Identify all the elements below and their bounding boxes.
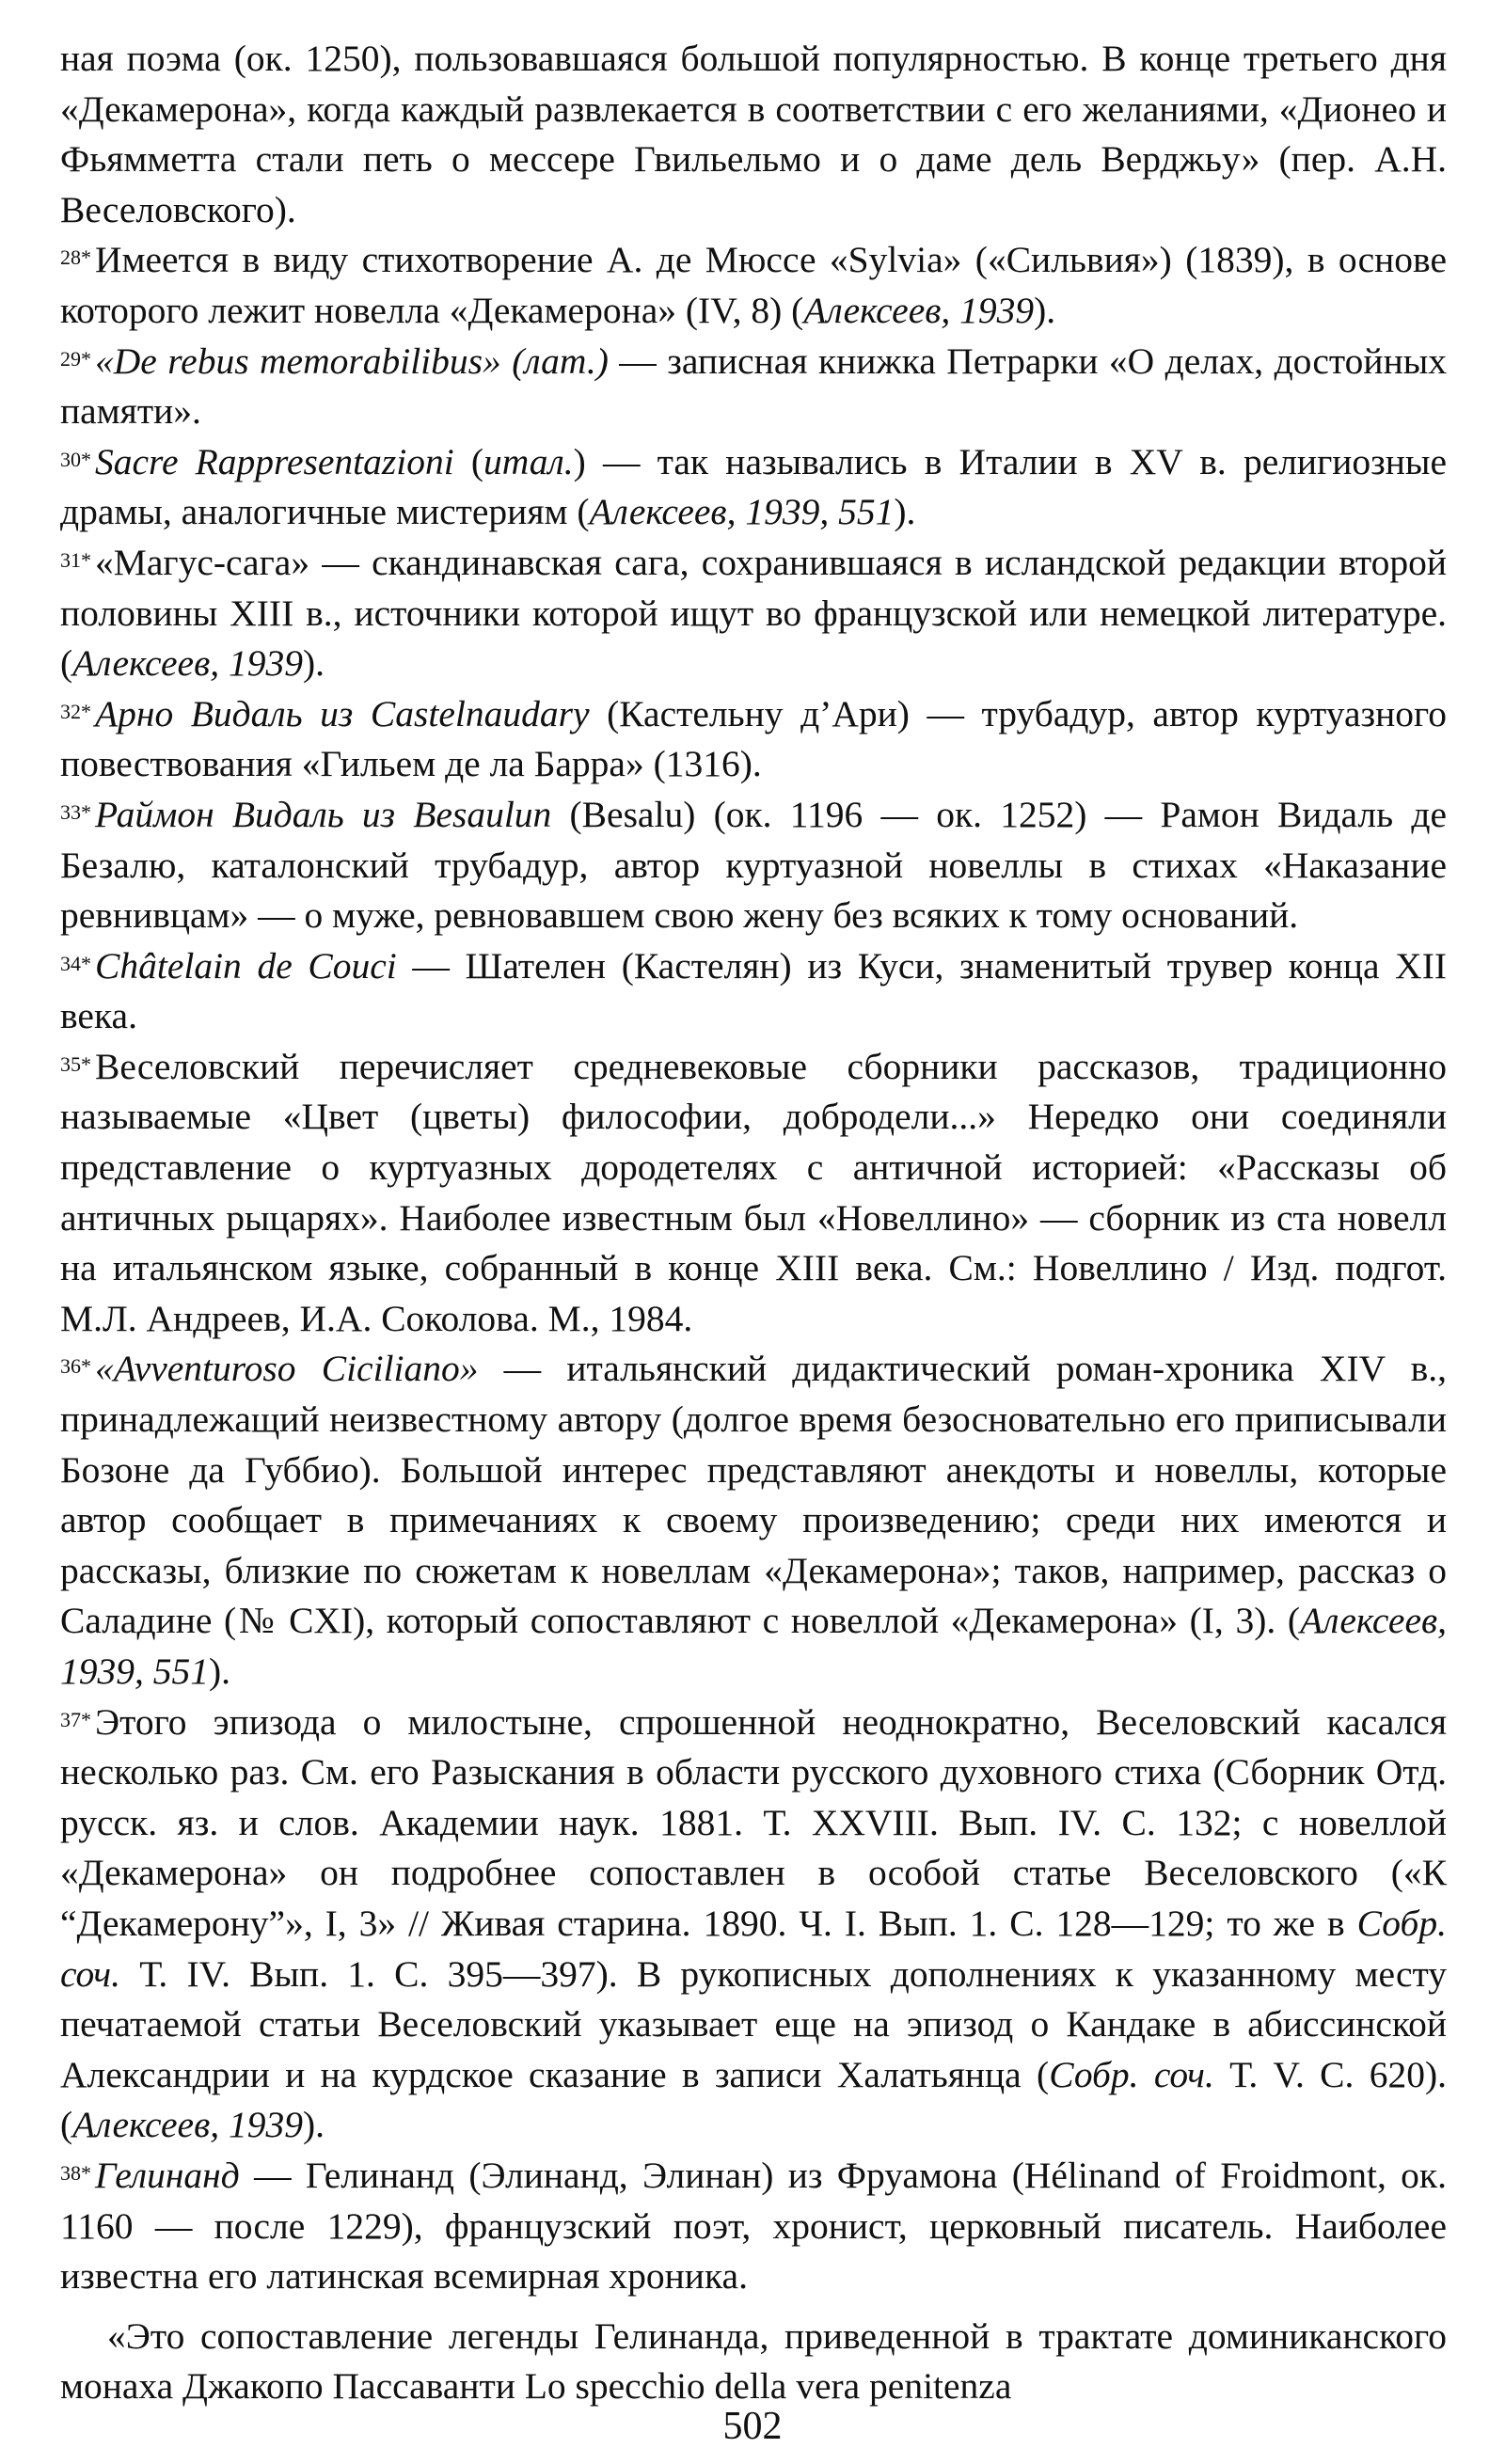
footnote-n34 [60, 941, 1447, 1042]
italic-text: Алексеев, 1939, 551 [60, 1600, 1447, 1692]
italic-text: Алексеев, 1939 [72, 642, 303, 685]
note-text: ная поэма (ок. 1250), пользовавшаяся большой популярностью. В конце третьего дня «Декамерона», когда каждый развлекается в соответствии с его желаниями, «Дионео и Фьямметта стали петь о мессере Гвильельмо и о даме дель Верджьу» (пер. А.Н. Веселовского). [60, 38, 1447, 230]
note-text: ). [302, 2104, 325, 2146]
italic-text: Châtelain de Couci [95, 944, 397, 987]
footnote-marker: 32* [60, 699, 91, 723]
note-text: ( [453, 440, 484, 482]
footnote-marker: 36* [60, 1354, 91, 1379]
footnote-marker: 31* [60, 547, 91, 572]
footnote-n31 [60, 538, 1447, 689]
italic-text: Гелинанд [95, 2154, 240, 2196]
footnote-para [60, 2312, 1447, 2412]
italic-text: «Avventuroso Ciciliano» [95, 1348, 479, 1390]
footnote-n33 [60, 790, 1447, 941]
footnote-marker: 30* [60, 447, 91, 471]
note-text: ). [894, 491, 916, 533]
note-text: Этого эпизода о милостыне, спрошенной неоднократно, Веселовский касался несколько раз. См. его Разыскания в области русского духовного стиха (Сборник Отд. русск. яз. и слов. Академии наук. 1881. Т. XXVIII. Вып. IV. С. 132; с новеллой «Декамерона» он подробнее сопоставлен в особой статье Веселовского («К “Декамерону”», I, 3» // Живая старина. 1890. Ч. I. Вып. 1. С. 128—129; то же в [60, 1700, 1447, 1944]
note-text: Веселовский перечисляет средневековые сборники рассказов, традиционно называемые «Цвет (цветы) философии, добродели...» Нередко они соединяли представление о куртуазных дородетелях с античной историей: «Рассказы об античных рыцарях». Наиболее известным был «Новеллино» — сборник из ста новелл на итальянском языке, собранный в конце XIII века. См.: Новеллино / Изд. подгот. М.Л. Андреев, И.А. Соколова. М., 1984. [60, 1045, 1447, 1339]
note-text: Т. V. С. 620). ( [60, 2053, 1447, 2146]
footnote-marker: 29* [60, 346, 91, 371]
footnote-marker: 35* [60, 1051, 91, 1076]
footnote-n28 [60, 235, 1447, 336]
note-text: «Это сопоставление легенды Гелинанда, приведенной в трактате доминиканского монаха Джакопо Пассаванти Lo specchio della vera penitenza [60, 2314, 1447, 2408]
footnote-n32 [60, 689, 1447, 790]
footnote-cont [60, 34, 1447, 235]
note-text: (Besalu) (ок. 1196 — ок. 1252) — Рамон Видаль де Безалю, каталонский трубадур, автор куртуазной новеллы в стихах «Наказание ревнивцам» — о муже, ревновавшем свою жену без всяких к тому оснований. [60, 793, 1447, 937]
note-text: — Гелинанд (Элинанд, Элинан) из Фруамона (Hélinand of Froidmont, ок. 1160 — после 1229), французский поэт, хронист, церковный писатель. Наиболее известна его латинская всемирная хроника. [60, 2154, 1447, 2298]
footnote-marker: 33* [60, 799, 91, 824]
note-text: Т. IV. Вып. 1. С. 395—397). В рукописных дополнениях к указанному месту печатаемой статьи Веселовский указывает еще на эпизод о Кандаке в абиссинской Александрии и на курдское сказание в записи Халатьянца ( [60, 1952, 1447, 2095]
italic-text: итал. [483, 440, 574, 482]
note-text: Имеется в виду стихотворение А. де Мюссе «Sylvia» («Сильвия») (1839), в основе которого лежит новелла «Декамерона» (IV, 8) ( [60, 239, 1447, 331]
footnote-n35 [60, 1042, 1447, 1345]
italic-text: Раймон Видаль из Besaulun [95, 793, 552, 835]
footnote-n36 [60, 1344, 1447, 1697]
italic-text: Алексеев, 1939 [72, 2104, 303, 2146]
note-text: ). [302, 642, 325, 685]
note-text: «Магус-сага» — скандинавская сага, сохранившаяся в исландской редакции второй половины XIII в., источники которой ищут во французской или немецкой литературе. ( [60, 541, 1447, 685]
note-text: — итальянский дидактический роман-хроника XIV в., принадлежащий неизвестному автору (долгое время безосновательно его приписывали Бозоне да Губбио). Большой интерес представляют анекдоты и новеллы, которые автор сообщает в примечаниях к своему произведению; среди них имеются и рассказы, близкие по сюжетам к новеллам «Декамерона»; таков, например, рассказ о Саладине (№ CXI), который сопоставляют с новеллой «Декамерона» (I, 3). ( [60, 1348, 1447, 1642]
footnotes-block [60, 34, 1447, 2412]
footnote-n30 [60, 437, 1447, 538]
page-number: 502 [722, 2405, 783, 2448]
note-text: — записная книжка Петрарки «О делах, достойных памяти». [60, 340, 1447, 433]
note-text: ). [209, 1651, 231, 1692]
italic-text: Алексеев, 1939 [803, 289, 1035, 331]
note-text: — Шателен (Кастелян) из Куси, знаменитый трувер конца XII века. [60, 944, 1448, 1037]
footnote-n29 [60, 337, 1447, 437]
italic-text: Собр. соч. [1049, 2053, 1214, 2095]
footnote-marker: 37* [60, 1707, 91, 1731]
italic-text: Арно Видаль из Castelnaudary [95, 692, 590, 734]
italic-text: Собр. соч. [60, 1902, 1447, 1995]
note-text: ). [1034, 289, 1056, 331]
footnote-n37 [60, 1698, 1447, 2151]
italic-text: Алексеев, 1939, 551 [589, 491, 895, 533]
italic-text: «De rebus memorabilibus» (лат.) [95, 340, 609, 382]
footnote-marker: 28* [60, 245, 91, 270]
footnote-marker: 34* [60, 951, 91, 975]
note-text: (Кастельну д’Ари) — трубадур, автор куртуазного повествования «Гильем де ла Барра» (1316). [60, 692, 1447, 785]
note-text: ) — так назывались в Италии в XV в. религиозные драмы, аналогичные мистериям ( [60, 440, 1447, 533]
italic-text: Sacre Rappresentazioni [95, 440, 454, 482]
footnote-marker: 38* [60, 2160, 91, 2185]
footnote-n38 [60, 2151, 1447, 2302]
